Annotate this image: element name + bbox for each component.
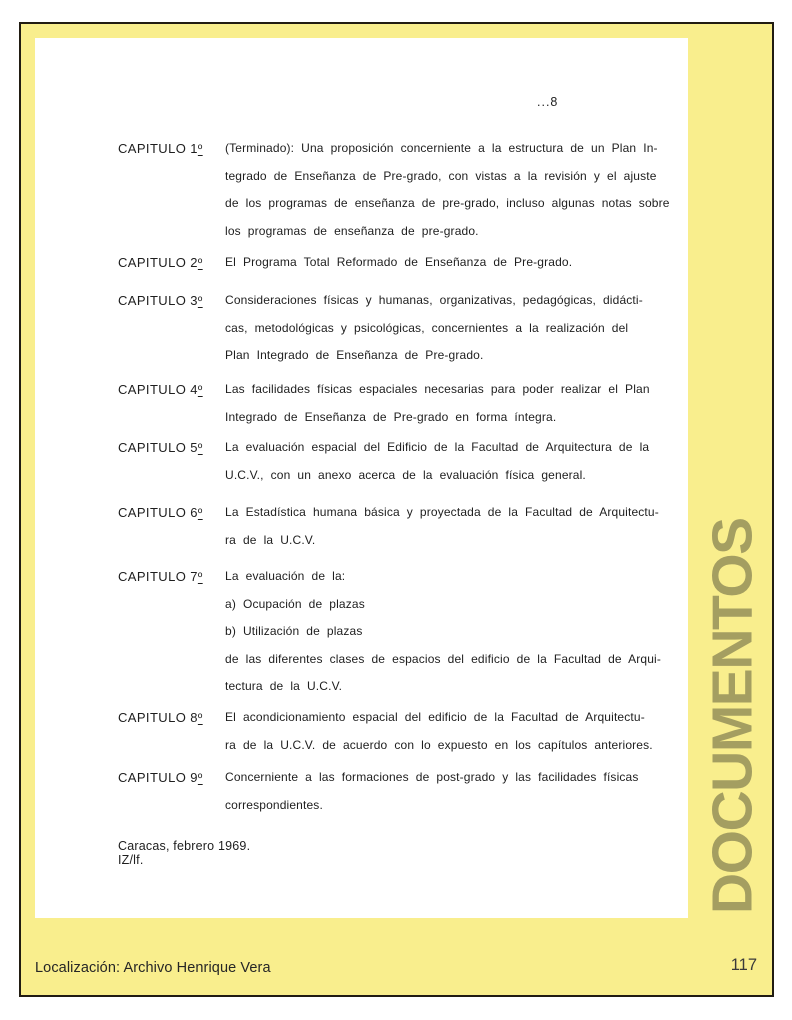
text-line: de las diferentes clases de espacios del edificio de la Facultad de Arqui- — [225, 651, 661, 666]
ordinal-indicator: º — [197, 256, 203, 270]
chapter-label: CAPITULO 4º — [118, 382, 203, 397]
chapter-text — [225, 434, 698, 489]
ordinal-indicator: º — [197, 711, 203, 725]
text-line: La evaluación espacial del Edificio de la Facultad de Arquitectura de la — [225, 440, 650, 454]
closing-block — [118, 839, 250, 867]
document-content — [35, 38, 688, 918]
ordinal-indicator: º — [197, 294, 203, 308]
closing-initials: IZ/lf. — [118, 853, 144, 867]
chapter-row — [118, 499, 698, 554]
chapter-label: CAPITULO 5º — [118, 440, 203, 455]
text-line: Plan Integrado de Enseñanza de Pre-grado. — [225, 348, 484, 362]
text-line: tectura de la U.C.V. — [225, 679, 343, 693]
chapter-row — [118, 704, 698, 759]
ordinal-indicator: º — [197, 441, 203, 455]
chapter-label: CAPITULO 6º — [118, 505, 203, 520]
chapter-row — [118, 764, 698, 819]
ordinal-indicator: º — [197, 570, 203, 584]
chapter-text — [225, 764, 698, 819]
text-line: El acondicionamiento espacial del edificio de la Facultad de Arquitectu- — [225, 710, 645, 724]
chapter-label: CAPITULO 7º — [118, 569, 203, 584]
chapter-label: CAPITULO 9º — [118, 770, 203, 785]
chapter-row — [118, 249, 698, 278]
text-line: ra de la U.C.V. — [225, 532, 316, 547]
text-line: Consideraciones físicas y humanas, organizativas, pedagógicas, didácti- — [225, 293, 643, 307]
text-line: de los programas de enseñanza de pre-grado, incluso algunas notas sobre — [225, 196, 670, 210]
chapter-text — [225, 499, 698, 554]
text-line: U.C.V., con un anexo acerca de la evaluación física general. — [225, 467, 586, 482]
text-line: Las facilidades físicas espaciales necesarias para poder realizar el Plan — [225, 382, 650, 396]
chapter-text — [225, 287, 698, 370]
page-number: 117 — [730, 956, 757, 974]
text-line: cas, metodológicas y psicológicas, concernientes a la realización del — [225, 320, 629, 335]
text-line: (Terminado): Una proposición concerniente a la estructura de un Plan In- — [225, 141, 658, 155]
footer-location-label: Localización: Archivo Henrique Vera — [35, 960, 271, 976]
text-line: tegrado de Enseñanza de Pre-grado, con vistas a la revisión y el ajuste — [225, 168, 657, 183]
ordinal-indicator: º — [197, 383, 203, 397]
chapter-text — [225, 563, 698, 701]
text-line: La Estadística humana básica y proyectada de la Facultad de Arquitectu- — [225, 505, 659, 519]
text-line: ra de la U.C.V. de acuerdo con lo expuesto en los capítulos anteriores. — [225, 737, 653, 752]
text-line: b) Utilización de plazas — [225, 624, 363, 638]
chapter-label: CAPITULO 8º — [118, 710, 203, 725]
chapter-text — [225, 704, 698, 759]
ordinal-indicator: º — [197, 506, 203, 520]
chapter-row — [118, 563, 698, 701]
chapter-text — [225, 376, 698, 431]
chapter-row — [118, 434, 698, 489]
text-line: a) Ocupación de plazas — [225, 596, 365, 611]
chapter-text — [225, 135, 698, 245]
text-line: Concerniente a las formaciones de post-grado y las facilidades físicas — [225, 770, 639, 784]
ordinal-indicator: º — [197, 142, 203, 156]
chapter-row — [118, 376, 698, 431]
text-line: La evaluación de la: — [225, 569, 346, 583]
ordinal-indicator: º — [197, 771, 203, 785]
document-page-ref: ...8 — [537, 95, 559, 109]
closing-place-date: Caracas, febrero 1969. — [118, 839, 251, 853]
text-line: El Programa Total Reformado de Enseñanza de Pre-grado. — [225, 255, 573, 269]
scanned-document-sheet — [35, 38, 688, 918]
magazine-page — [19, 22, 774, 997]
chapter-label: CAPITULO 3º — [118, 293, 203, 308]
chapter-row — [118, 135, 698, 245]
section-banner-documentos: DOCUMENTOS — [700, 518, 765, 914]
text-line: correspondientes. — [225, 797, 323, 812]
chapter-text — [225, 249, 698, 277]
chapter-label: CAPITULO 2º — [118, 255, 203, 270]
text-line: los programas de enseñanza de pre-grado. — [225, 223, 479, 238]
text-line: Integrado de Enseñanza de Pre-grado en forma íntegra. — [225, 409, 557, 424]
chapter-label: CAPITULO 1º — [118, 141, 203, 156]
chapter-row — [118, 287, 698, 370]
